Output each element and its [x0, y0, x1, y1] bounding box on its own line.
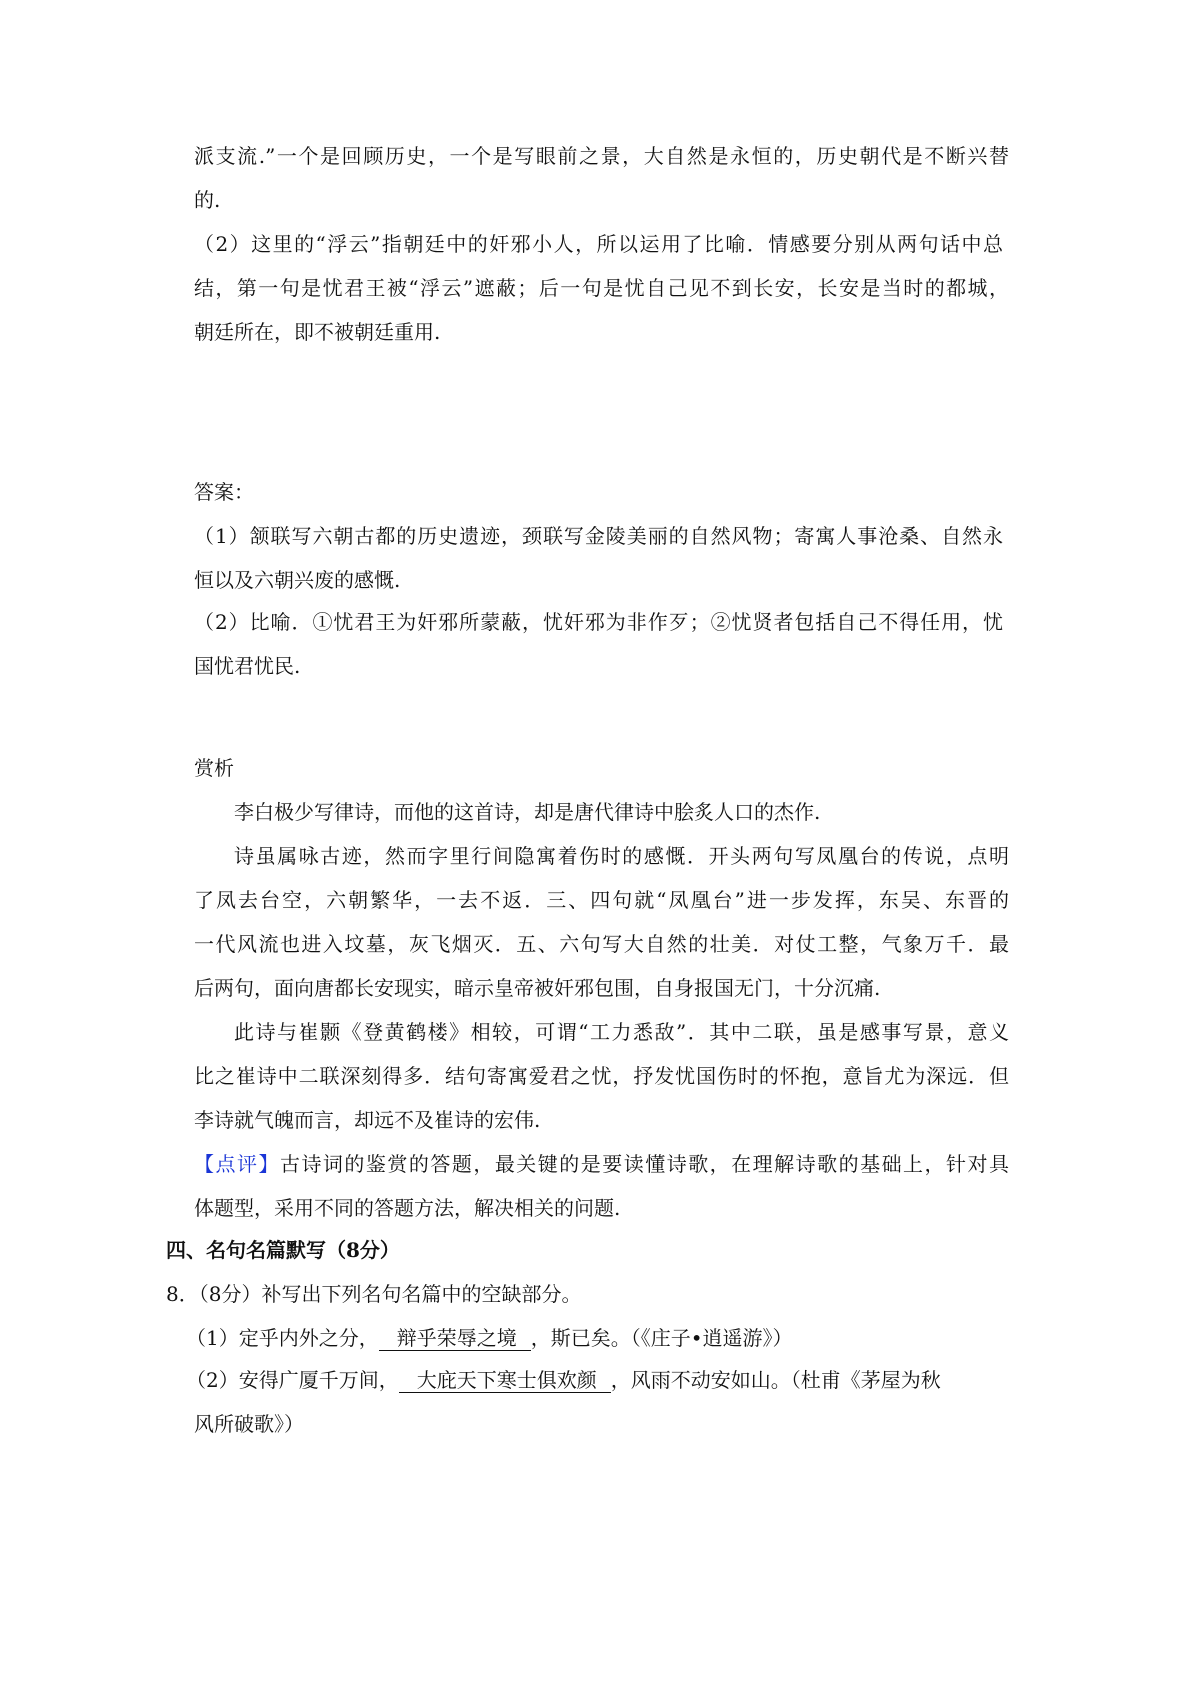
answer-line: （1）颔联写六朝古都的历史遗迹，颈联写金陵美丽的自然风物；寄寓人事沧桑、自然永: [194, 524, 1003, 548]
appreciation-line: 李诗就气魄而言，却远不及崔诗的宏伟.: [194, 1108, 541, 1132]
analysis-line: （2）这里的“浮云”指朝廷中的奸邪小人，所以运用了比喻．情感要分别从两句话中总: [194, 232, 1003, 256]
analysis-line: 结，第一句是忧君王被“浮云”遮蔽；后一句是忧自己见不到长安，长安是当时的都城，: [194, 276, 1009, 300]
appreciation-line: 李白极少写律诗，而他的这首诗，却是唐代律诗中脍炙人口的杰作.: [234, 800, 821, 824]
appreciation-line: 此诗与崔颢《登黄鹤楼》相较，可谓“工力悉敌”．其中二联，虽是感事写景，意义: [234, 1020, 1009, 1044]
appreciation-heading: 赏析: [194, 756, 234, 780]
fill-suffix: ，斯已矣。（《庄子•逍遥游》）: [530, 1326, 793, 1350]
question-8: 8．（8分）补写出下列名句名篇中的空缺部分。: [166, 1282, 582, 1306]
appreciation-line: 诗虽属咏古迹，然而字里行间隐寓着伤时的感慨．开头两句写凤凰台的传说，点明: [234, 844, 1009, 868]
fill-prefix: （2）安得广厦千万间，: [186, 1368, 399, 1392]
appreciation-line: 比之崔诗中二联深刻得多．结句寄寓爱君之忧，抒发忧国伤时的怀抱，意旨尤为深远．但: [194, 1064, 1009, 1088]
comment-line: 体题型，采用不同的答题方法，解决相关的问题.: [194, 1196, 621, 1220]
fill-item-2-cont: 风所破歌》）: [194, 1412, 304, 1436]
comment-line: [194, 1150, 1009, 1178]
comment-text: 古诗词的鉴赏的答题，最关键的是要读懂诗歌，在理解诗歌的基础上，针对具: [279, 1152, 1010, 1176]
answer-line: 恒以及六朝兴废的感慨.: [194, 568, 401, 592]
fill-answer: 大庇天下寒士俱欢颜: [399, 1368, 611, 1393]
comment-tag: 【点评】: [194, 1152, 280, 1176]
fill-answer: 辩乎荣辱之境: [379, 1326, 531, 1351]
appreciation-line: 一代风流也进入坟墓，灰飞烟灭．五、六句写大自然的壮美．对仗工整，气象万千．最: [194, 932, 1009, 956]
fill-suffix: ，风雨不动安如山。（杜甫《茅屋为秋: [610, 1368, 941, 1392]
answer-line: （2）比喻．①忧君王为奸邪所蒙蔽，忧奸邪为非作歹；②忧贤者包括自己不得任用，忧: [194, 610, 1003, 634]
answer-heading: 答案：: [194, 480, 254, 504]
analysis-line: 朝廷所在，即不被朝廷重用.: [194, 320, 441, 344]
fill-item-2: [186, 1366, 941, 1394]
appreciation-line: 后两句，面向唐都长安现实，暗示皇帝被奸邪包围，自身报国无门，十分沉痛.: [194, 976, 881, 1000]
answer-line: 国忧君忧民.: [194, 654, 301, 678]
appreciation-line: 了凤去台空，六朝繁华，一去不返．三、四句就“凤凰台”进一步发挥，东吴、东晋的: [194, 888, 1009, 912]
section-title: 四、名句名篇默写（8分）: [166, 1238, 400, 1262]
analysis-line: 的.: [194, 188, 221, 212]
fill-item-1: [186, 1324, 793, 1352]
fill-prefix: （1）定乎内外之分，: [186, 1326, 379, 1350]
analysis-line: 派支流.”一个是回顾历史，一个是写眼前之景，大自然是永恒的，历史朝代是不断兴替: [194, 144, 1009, 168]
